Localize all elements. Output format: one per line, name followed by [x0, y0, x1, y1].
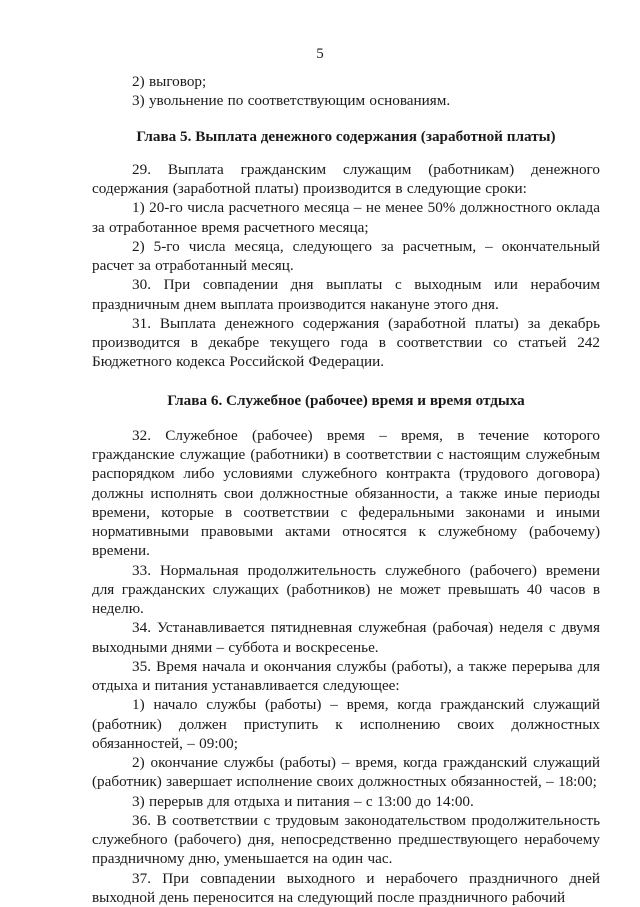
paragraph-35-item-1: 1) начало службы (работы) – время, когда гражданский служащий (работник) должен приступить к исполнению своих должностных обязанностей, – 09:00; [92, 695, 600, 753]
chapter-6-body [92, 426, 600, 907]
paragraph-29: 29. Выплата гражданским служащим (работникам) денежного содержания (заработной платы) производится в следующие сроки: [92, 160, 600, 199]
paragraph-34: 34. Устанавливается пятидневная служебная (рабочая) неделя с двумя выходными днями – суббота и воскресенье. [92, 618, 600, 657]
paragraph-32: 32. Служебное (рабочее) время – время, в течение которого гражданские служащие (работники) в соответствии с настоящим служебным распорядком либо условиями служебного контракта (трудового договора) должны исполнять свои должностные обязанности, а также иные периоды времени, которые в соответствии с федеральными законами и иными нормативными правовыми актами относятся к служебному (рабочему) времени. [92, 426, 600, 561]
paragraph-37: 37. При совпадении выходного и нерабочего праздничного дней выходной день переносится на следующий после праздничного рабочий [92, 869, 600, 907]
paragraph-31: 31. Выплата денежного содержания (заработной платы) за декабрь производится в декабре текущего года в соответствии со статьей 242 Бюджетного кодекса Российской Федерации. [92, 314, 600, 372]
chapter-6-title: Глава 6. Служебное (рабочее) время и время отдыха [92, 391, 600, 410]
paragraph-35-item-3: 3) перерыв для отдыха и питания – с 13:00 до 14:00. [92, 792, 600, 811]
document-body [92, 72, 600, 907]
page-number: 5 [0, 45, 640, 63]
list-item: 2) выговор; [92, 72, 600, 91]
chapter-5-body [92, 160, 600, 372]
paragraph-35: 35. Время начала и окончания службы (работы), а также перерыва для отдыха и питания устанавливается следующее: [92, 657, 600, 696]
list-item: 3) увольнение по соответствующим основаниям. [92, 91, 600, 110]
paragraph-36: 36. В соответствии с трудовым законодательством продолжительность служебного (рабочего) дня, непосредственно предшествующего нерабочему праздничному дню, уменьшается на один час. [92, 811, 600, 869]
intro-items [92, 72, 600, 111]
paragraph-33: 33. Нормальная продолжительность служебного (рабочего) времени для гражданских служащих (работников) не может превышать 40 часов в неделю. [92, 561, 600, 619]
chapter-5-title: Глава 5. Выплата денежного содержания (заработной платы) [92, 127, 600, 146]
paragraph-35-item-2: 2) окончание службы (работы) – время, когда гражданский служащий (работник) завершает исполнение своих должностных обязанностей, – 18:00; [92, 753, 600, 792]
paragraph-29-item-1: 1) 20-го числа расчетного месяца – не менее 50% должностного оклада за отработанное время расчетного месяца; [92, 198, 600, 237]
paragraph-29-item-2: 2) 5-го числа месяца, следующего за расчетным, – окончательный расчет за отработанный месяц. [92, 237, 600, 276]
paragraph-30: 30. При совпадении дня выплаты с выходным или нерабочим праздничным днем выплата производится накануне этого дня. [92, 275, 600, 314]
